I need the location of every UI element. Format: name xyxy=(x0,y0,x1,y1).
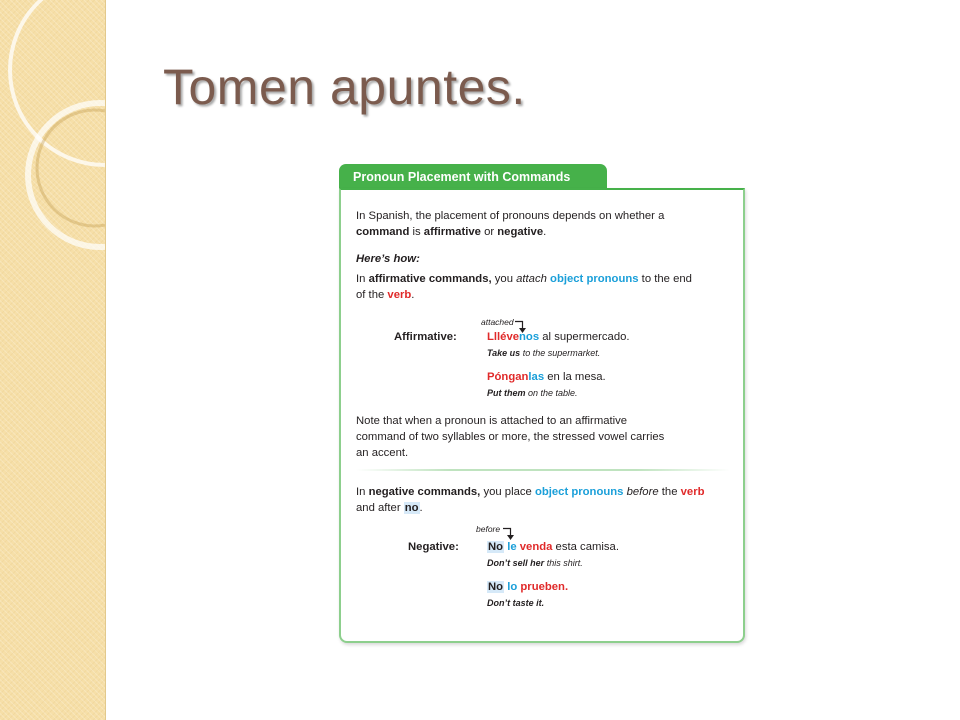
negative-rule: In negative commands, you place object pronouns before the verb and after no. xyxy=(356,486,705,514)
accent-note: Note that when a pronoun is attached to an affirmative command of two syllables or more, the stressed vowel carries an accent. xyxy=(356,415,665,459)
negative-translation-2: Don’t taste it. xyxy=(487,598,545,608)
heres-how-heading: Here’s how: xyxy=(356,253,420,265)
affirmative-example-1: Lllévenos al supermercado. xyxy=(487,331,630,343)
affirmative-rule: In affirmative commands, you attach object pronouns to the end of the verb. xyxy=(356,273,692,301)
negative-example-1: No le venda esta camisa. xyxy=(488,541,619,553)
affirmative-example-2: Pónganlas en la mesa. xyxy=(487,371,606,383)
grammar-card xyxy=(339,164,745,643)
negative-example-2: No lo prueben. xyxy=(488,581,569,593)
slide-title: Tomen apuntes. xyxy=(163,59,526,115)
decorative-circles xyxy=(0,0,105,720)
affirmative-translation-1: Take us to the supermarket. xyxy=(487,348,601,358)
before-arrow-icon xyxy=(503,527,515,541)
negative-translation-1: Don’t sell her this shirt. xyxy=(487,558,583,568)
card-title: Pronoun Placement with Commands xyxy=(353,170,571,184)
decorative-side-strip xyxy=(0,0,106,720)
negative-label: Negative: xyxy=(408,541,459,553)
affirmative-label: Affirmative: xyxy=(394,331,457,343)
before-tag: before xyxy=(476,524,501,534)
card-tab xyxy=(339,164,607,190)
section-divider xyxy=(356,469,730,471)
intro-text: In Spanish, the placement of pronouns depends on whether a command is affirmative or negative. xyxy=(356,210,665,238)
affirmative-translation-2: Put them on the table. xyxy=(487,388,578,398)
attached-tag: attached xyxy=(481,317,514,327)
card-body xyxy=(339,188,745,643)
